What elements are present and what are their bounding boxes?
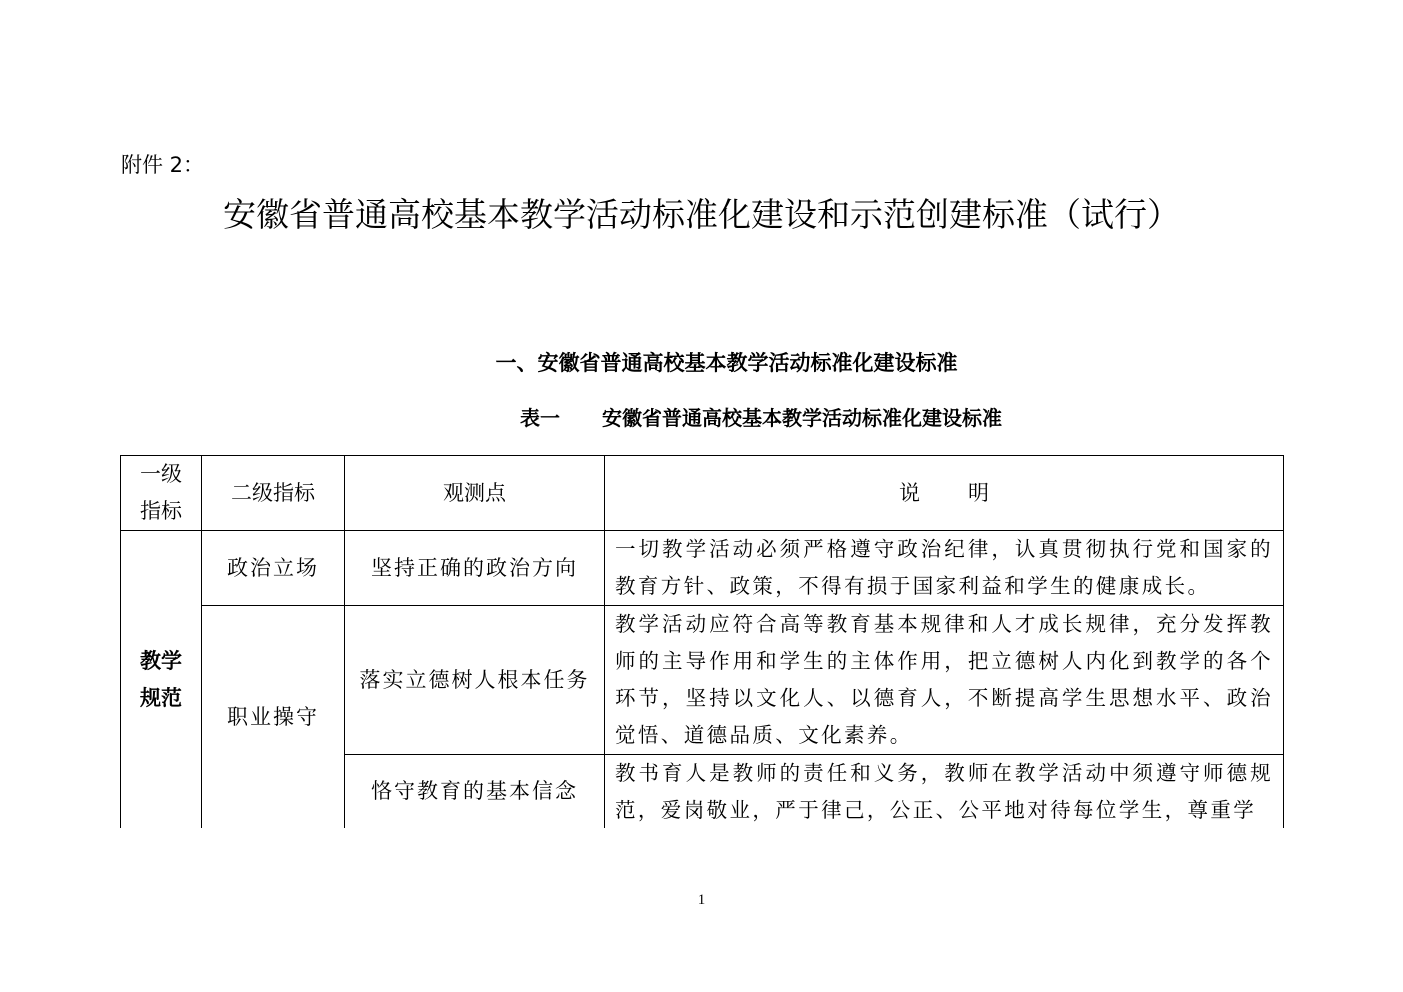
level1-name-line2: 规范 [140, 685, 182, 710]
header-explanation-part1: 说 [899, 480, 920, 505]
table-row [121, 606, 1284, 755]
section-heading: 一、安徽省普通高校基本教学活动标准化建设标准 [495, 351, 958, 375]
table-header-row [121, 456, 1284, 531]
observation-cell: 恪守教育的基本信念 [345, 755, 605, 829]
description-cell: 教学活动应符合高等教育基本规律和人才成长规律，充分发挥教师的主导作用和学生的主体作用，把立德树人内化到教学的各个环节，坚持以文化人、以德育人，不断提高学生思想水平、政治觉悟、道德品质、文化素养。 [605, 606, 1284, 755]
document-title: 安徽省普通高校基本教学活动标准化建设和示范创建标准（试行） [223, 195, 1180, 234]
level1-cell [121, 531, 202, 829]
header-level1-line2: 指标 [140, 499, 182, 523]
table-caption [520, 403, 1002, 433]
header-level1-line1: 一级 [140, 462, 182, 486]
level1-name-line1: 教学 [140, 648, 182, 673]
table-row [121, 531, 1284, 606]
observation-cell: 坚持正确的政治方向 [345, 531, 605, 606]
header-level1 [121, 456, 202, 531]
attachment-label: 附件 2： [121, 153, 205, 177]
description-cell: 一切教学活动必须严格遵守政治纪律，认真贯彻执行党和国家的教育方针、政策，不得有损于国家利益和学生的健康成长。 [605, 531, 1284, 606]
table-caption-text: 安徽省普通高校基本教学活动标准化建设标准 [602, 406, 1002, 430]
observation-cell: 落实立德树人根本任务 [345, 606, 605, 755]
page-number: 1 [697, 892, 706, 908]
header-observation: 观测点 [345, 456, 605, 531]
level2-cell: 职业操守 [202, 606, 345, 829]
description-cell [605, 755, 1284, 829]
header-explanation [605, 456, 1284, 531]
header-explanation-part2: 明 [968, 480, 989, 505]
header-level2: 二级指标 [202, 456, 345, 531]
table-caption-number: 表一 [520, 406, 560, 430]
description-text: 教书育人是教师的责任和义务，教师在教学活动中须遵守师德规范，爱岗敬业，严于律己，公正、公平地对待每位学生，尊重学 [615, 761, 1273, 822]
level2-cell: 政治立场 [202, 531, 345, 606]
standards-table [120, 455, 1284, 828]
